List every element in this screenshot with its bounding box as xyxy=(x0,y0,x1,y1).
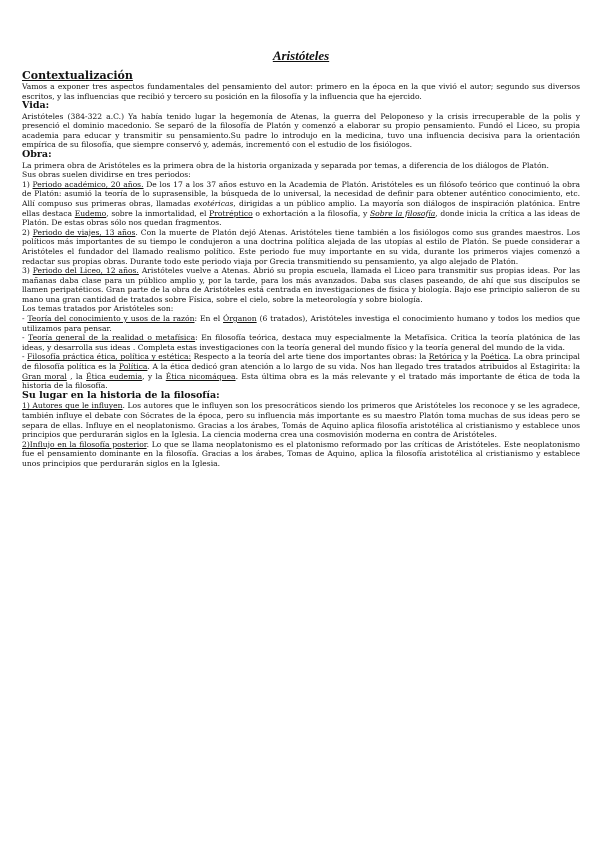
text-span: . A la ética dedicó gran atención a lo largo de su vida. Nos han llegado tres tratados atribuidos al Estagirita: la xyxy=(147,362,580,372)
text-span: , sobre la inmortalidad, el xyxy=(106,208,210,218)
work-retorica: Retórica xyxy=(428,352,462,362)
heading-contextualizacion: Contextualización xyxy=(22,69,133,82)
text-span: . Con la muerte de Platón dejó Atenas. Aristóteles tiene también a los fisiólogos como sus grandes maestros. Los políticos más importantes de su tiempo le condujeron a una doctrina política alejada de las utopías al estilo de Platón. Se puede considerar a Aristóteles el fundador del llamado realismo político. Este periodo fue muy importante en su vida, durante los primeros viajes comenzó a redactar sus propias obras. Durante todo este periodo viaja por Grecia transmitiendo su pensamiento, ya algo alejado de Platón. xyxy=(22,227,580,266)
paragraph-tema-conocimiento xyxy=(22,314,580,333)
heading-obra: Obra: xyxy=(22,149,52,161)
period-label-viajes: Periodo de viajes, 13 años xyxy=(32,227,136,237)
text-span: : En filosofía teórica, destaca muy especialmente la Metafísica. Critica la teoría platónica de las ideas, y desarrolla sus ideas . Completa estas investigaciones con la teoría general del mundo físico y la teoría general del mundo de la vida. xyxy=(22,333,580,352)
paragraph-obra-periodos: Sus obras suelen dividirse en tres periodos: xyxy=(22,170,191,180)
paragraph-tema-metafisica xyxy=(22,333,580,352)
heading-lugar-historia: Su lugar en la historia de la filosofía: xyxy=(22,389,220,401)
period-number: 2) xyxy=(22,227,33,237)
paragraph-contextualizacion: Vamos a exponer tres aspectos fundamentales del pensamiento del autor: primero en la época en la que vivió el autor; segundo sus diversos escritos, y las influencias que recibió y tercero su posición en la filosofía y la influencia que ha ejercido. xyxy=(22,82,580,101)
text-span: : En el xyxy=(194,314,224,324)
label-influjo-posterior: 2)Influjo en la filosofía posterior xyxy=(22,439,147,449)
paragraph-obra-intro: La primera obra de Aristóteles es la primera obra de la historia organizada y separada por temas, a diferencia de los diálogos de Platón. xyxy=(22,160,549,170)
work-eudemo: Eudemo xyxy=(74,208,107,218)
work-protreptico: Protréptico xyxy=(209,208,253,218)
work-etica-nicomaquea: Ética nicomáquea xyxy=(165,371,236,381)
label-autores-influyen: 1) Autores que le influyen xyxy=(22,401,123,411)
text-span: De los 17 a los 37 años estuvo en la Academia de Platón. Aristóteles es un filósofo teórico que continuó la obra de Platón: asumió la teoría de lo suprasensible, la búsqueda de lo universal, la necesidad de definir para obtener auténtico conocimiento, etc. Allí compuso sus primeras obras, llamadas xyxy=(22,179,580,208)
period-number: 3) xyxy=(22,266,33,276)
paragraph-periodo-academico xyxy=(22,180,580,228)
text-span: . Esta última obra es la más relevante y el tratado más importante de ética de toda la historia de la filosofía. xyxy=(22,371,580,391)
text-span: . La obra principal de filosofía política es la xyxy=(22,352,580,372)
heading-vida: Vida: xyxy=(22,100,50,112)
text-span: . Lo que se llama neoplatonismo es el platonismo reformado por las críticas de Aristóteles. Este neoplatonismo fue el pensamiento dominante en la filosofía. Gracias a los árabes, Tomas de Aquino, aplica la filosofía aristotélica al cristianismo y establece unos principios que perdurarán siglos en la Iglesia. xyxy=(22,439,580,468)
period-label-liceo: Periodo del Liceo, 12 años. xyxy=(32,266,139,276)
dash: - xyxy=(22,352,28,362)
text-span: o exhortación a la filosofía, y xyxy=(252,208,370,218)
document-title: Aristóteles xyxy=(272,48,330,63)
text-span: y la xyxy=(461,352,481,362)
paragraph-autores-influyen xyxy=(22,401,580,439)
text-span: . Los autores que le influyen son los presocráticos siendo los primeros que Aristóteles los reconoce y se les agradece, también influye el debate con Sócrates de la época, pero su influencia más importante es su maestro Platón toma muchas de sus ideas pero se separa de ellas. Influye en el neoplatonismo. Gracias a los árabes, Tomás de Aquino aplica filosofía aristotélica al cristianismo y establece unos principios que perdurarán siglos en la Iglesia. La ciencia moderna crea una cosmovisión moderna en contra de Aristóteles. xyxy=(22,401,580,440)
text-span: , y la xyxy=(142,371,166,381)
work-etica-eudemia: Ética eudemia xyxy=(86,371,143,381)
work-organon: Órganon xyxy=(223,314,257,324)
text-span: Aristóteles vuelve a Atenas. Abrió su propia escuela, llamada el Liceo para transmitir sus propias ideas. Por las mañanas daba clase para un público amplio y, por la tarde, para los más avanzados. Daba sus clases paseando, de ahí que sus discípulos se llamen peripatéticos. Gran parte de la obra de Aristóteles está centrada en investigaciones de física y biología. Bajo ese principio salieron de su mano una gran cantidad de tratados sobre Física, sobre el cielo, sobre la meteorología y sobre biología. xyxy=(22,266,580,304)
paragraph-temas-intro: Los temas tratados por Aristóteles son: xyxy=(22,304,174,314)
dash: - xyxy=(22,333,29,343)
paragraph-vida: Aristóteles (384-322 a.C.) Ya había tenido lugar la hegemonía de Atenas, la guerra del Peloponeso y la crisis irrecuperable de la polis y presenció el dominio macedonio. Se separó de la filosofía de Platón y comenzó a elaborar su propio pensamiento. Fundó el Liceo, su propia academia para educar y transmitir su pensamiento.Su padre lo introdujo en la medicina, tuvo una influencia decisiva para la orientación empírica de su filosofía, que siempre conservó y, además, incrementó con el estudio de los fisiólogos. xyxy=(22,111,580,150)
topic-label-metafisica: Teoría general de la realidad o metafísica xyxy=(28,333,196,343)
dash: - xyxy=(22,314,28,324)
text-span: (6 tratados), Aristóteles investiga el conocimiento humano y todos los medios que utilizamos para pensar. xyxy=(22,314,580,333)
text-span: , dirigidas a un público amplio. La mayoría son diálogos de inspiración platónica. Entre ellas destaca xyxy=(22,198,580,218)
paragraph-periodo-liceo xyxy=(22,266,580,304)
topic-label-practica: Filosofía práctica ética, política y estética: xyxy=(27,352,192,362)
text-span: Respecto a la teoría del arte tiene dos importantes obras: la xyxy=(191,352,429,362)
term-exotericas: exotéricas xyxy=(193,198,234,208)
paragraph-tema-practica xyxy=(22,352,580,390)
period-number: 1) xyxy=(22,179,33,189)
work-politica: Política xyxy=(118,362,148,372)
paragraph-periodo-viajes xyxy=(22,228,580,266)
paragraph-influjo-posterior xyxy=(22,440,580,469)
work-poetica: Poética xyxy=(480,352,509,362)
text-span: , la xyxy=(66,371,87,381)
topic-label-conocimiento: Teoría del conocimiento y usos de la razón xyxy=(27,314,195,324)
text-span: , donde inicia la crítica a las ideas de Platón. De estas obras sólo nos quedan fragmentos. xyxy=(22,208,581,228)
period-label-academico: Periodo académico, 20 años. xyxy=(32,179,144,189)
work-sobre-la-filosofia: Sobre la filosofía xyxy=(369,208,436,218)
work-gran-moral: Gran moral xyxy=(22,371,67,381)
